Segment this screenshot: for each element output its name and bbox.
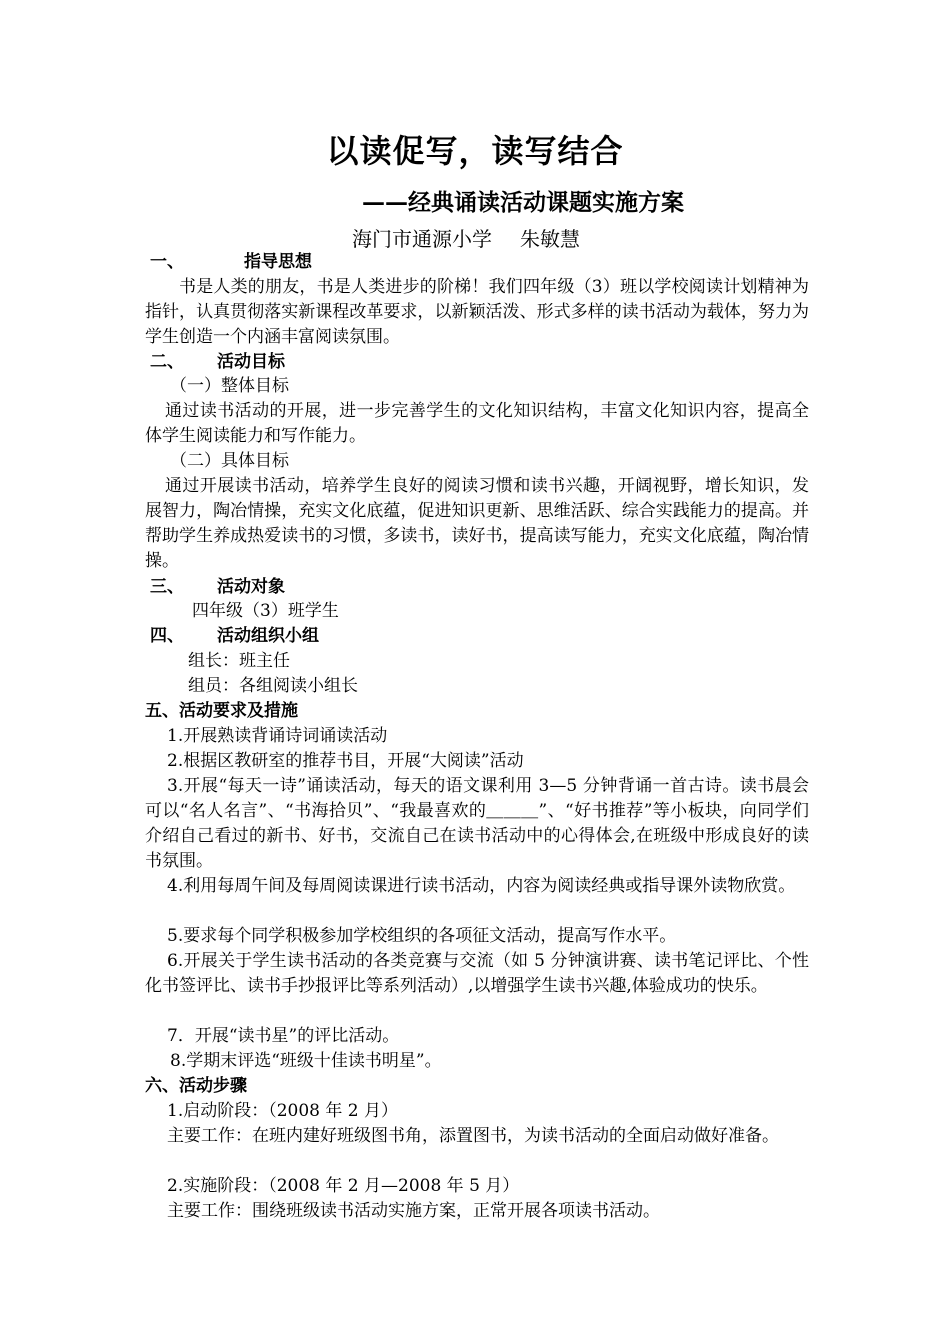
section-5-heading: 五、活动要求及措施: [145, 701, 298, 721]
section-1-number: 一、: [150, 252, 184, 272]
section-2-subheading-2: （二）具体目标: [170, 451, 289, 471]
section-4-leader: 组长：班主任: [188, 651, 290, 671]
section-5-item-7: 7．开展“读书星”的评比活动。: [167, 1026, 400, 1046]
section-3-title: 活动对象: [217, 577, 285, 597]
section-2-paragraph-1: 通过读书活动的开展，进一步完善学生的文化知识结构，丰富文化知识内容，提高全体学生阅读能力和写作能力。: [145, 401, 809, 446]
section-3-text: 四年级（3）班学生: [192, 601, 339, 621]
document-subtitle: ——经典诵读活动课题实施方案: [362, 189, 684, 216]
section-1-paragraph: 书是人类的朋友，书是人类进步的阶梯！我们四年级（3）班以学校阅读计划精神为指针，认真贯彻落实新课程改革要求，以新颖活泼、形式多样的读书活动为载体，努力为学生创造一个内涵丰富阅读氛围。: [145, 277, 809, 347]
section-6-step-2: 2.实施阶段：（2008 年 2 月—2008 年 5 月）: [167, 1176, 520, 1196]
section-1-title: 指导思想: [244, 252, 312, 272]
section-5-item-3: 3.开展“每天一诗”诵读活动，每天的语文课利用 3—5 分钟背诵一首古诗。读书晨会可以“名人名言”、“书海拾贝”、“我最喜欢的＿＿＿”、“好书推荐”等小板块，向同学们介绍自己看过的新书、好书，交流自己在读书活动中的心得体会,在班级中形成良好的读书氛围。: [145, 776, 809, 871]
section-2-number: 二、: [150, 352, 184, 372]
document-title: 以读促写，读写结合: [326, 132, 624, 170]
section-2-subheading-1: （一）整体目标: [170, 376, 289, 396]
section-4-title: 活动组织小组: [217, 626, 319, 646]
section-4-heading: [150, 624, 319, 648]
author-line: [352, 223, 580, 252]
author-name: 朱敏慧: [520, 227, 580, 251]
author-school: 海门市通源小学: [352, 227, 492, 251]
section-5-item-5: 5.要求每个同学积极参加学校组织的各项征文活动，提高写作水平。: [167, 926, 677, 946]
section-3-number: 三、: [150, 577, 184, 597]
section-2-title: 活动目标: [217, 352, 285, 372]
section-4-members: 组员：各组阅读小组长: [188, 676, 358, 696]
section-6-heading: 六、活动步骤: [145, 1076, 247, 1096]
section-5-item-6: 6.开展关于学生读书活动的各类竞赛与交流（如 5 分钟演讲赛、读书笔记评比、个性化书签评比、读书手抄报评比等系列活动）,以增强学生读书兴趣,体验成功的快乐。: [145, 951, 809, 996]
section-6-step-1: 1.启动阶段：（2008 年 2 月）: [167, 1101, 399, 1121]
section-5-item-2: 2.根据区教研室的推荐书目，开展“大阅读”活动: [167, 751, 524, 771]
section-5-item-8: 8.学期末评选“班级十佳读书明星”。: [170, 1051, 442, 1071]
section-1-heading: [150, 250, 312, 274]
section-6-work-1: 主要工作：在班内建好班级图书角，添置图书，为读书活动的全面启动做好准备。: [167, 1126, 779, 1146]
section-4-number: 四、: [150, 626, 184, 646]
section-3-heading: [150, 575, 285, 599]
section-6-work-2: 主要工作：围绕班级读书活动实施方案，正常开展各项读书活动。: [167, 1201, 660, 1221]
section-5-item-4: 4.利用每周午间及每周阅读课进行读书活动，内容为阅读经典或指导课外读物欣赏。: [167, 876, 796, 896]
section-5-item-1: 1.开展熟读背诵诗词诵读活动: [167, 726, 388, 746]
section-2-paragraph-2: 通过开展读书活动，培养学生良好的阅读习惯和读书兴趣，开阔视野，增长知识，发展智力，陶冶情操，充实文化底蕴，促进知识更新、思维活跃、综合实践能力的提高。并帮助学生养成热爱读书的习惯，多读书，读好书，提高读写能力，充实文化底蕴，陶冶情操。: [145, 476, 809, 571]
section-2-heading: [150, 350, 285, 374]
